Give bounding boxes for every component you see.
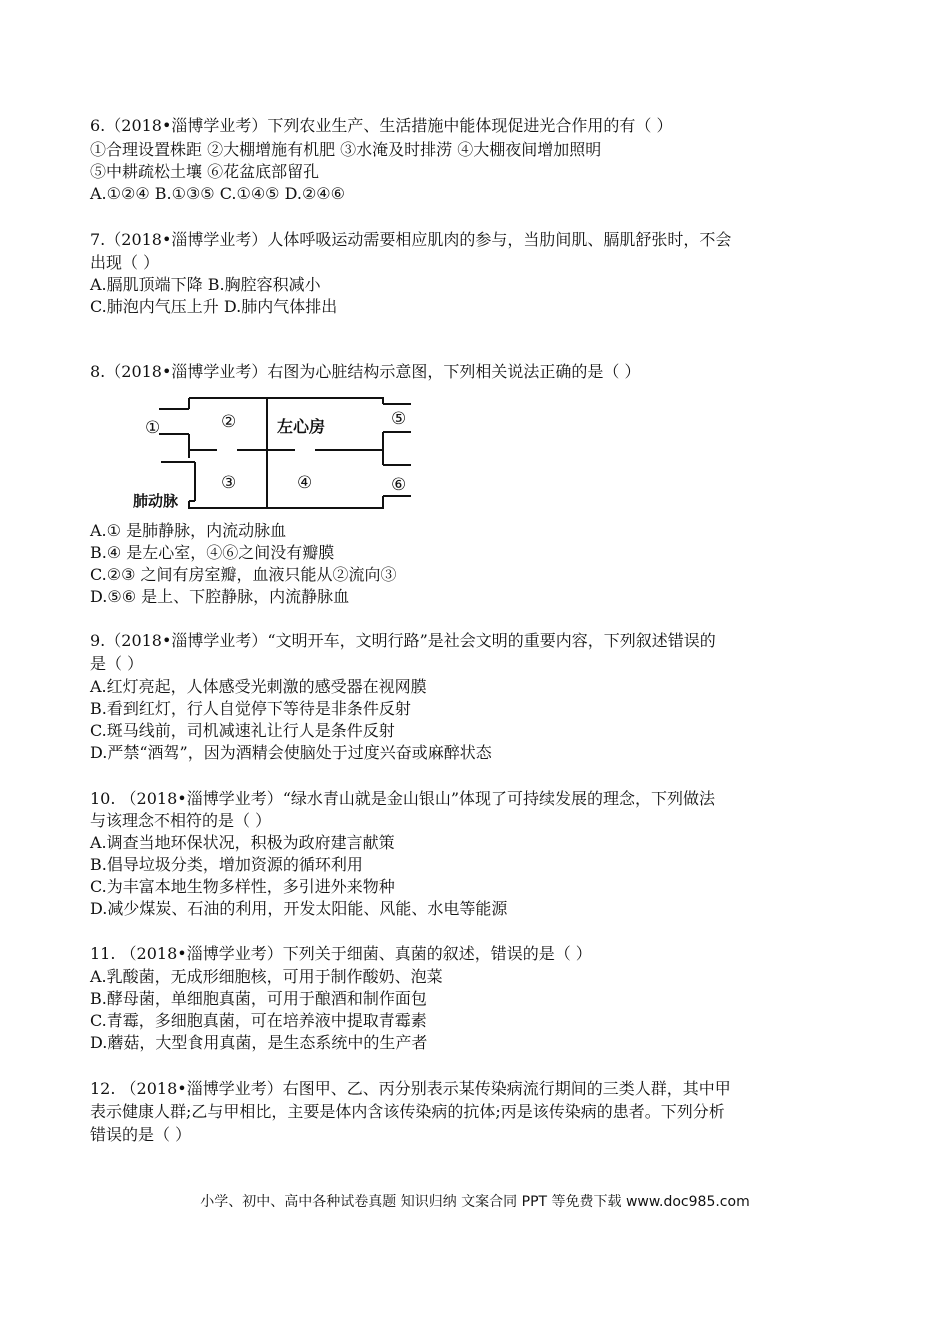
q9-stem-line2: 是（ ） bbox=[90, 654, 144, 673]
q9-option-b: B.看到红灯，行人自觉停下等待是非条件反射 bbox=[90, 699, 411, 718]
q10-option-c: C.为丰富本地生物多样性，多引进外来物种 bbox=[90, 877, 395, 896]
q11-stem: 11. （2018•淄博学业考）下列关于细菌、真菌的叙述，错误的是（ ） bbox=[90, 944, 592, 963]
q11-option-b: B.酵母菌，单细胞真菌，可用于酿酒和制作面包 bbox=[90, 989, 427, 1008]
q11-option-a: A.乳酸菌，无成形细胞核，可用于制作酸奶、泡菜 bbox=[90, 967, 443, 986]
q6-items-line2: ⑤中耕疏松土壤 ⑥花盆底部留孔 bbox=[90, 162, 320, 181]
q11-option-d: D.蘑菇，大型食用真菌，是生态系统中的生产者 bbox=[90, 1033, 428, 1052]
q10-option-a: A.调查当地环保状况，积极为政府建言献策 bbox=[90, 833, 395, 852]
q11-option-c: C.青霉，多细胞真菌，可在培养液中提取青霉素 bbox=[90, 1011, 427, 1030]
heart-structure-diagram bbox=[125, 392, 425, 516]
q8-option-b: B.④ 是左心室，④⑥之间没有瓣膜 bbox=[90, 543, 335, 562]
q6-options: A.①②④ B.①③⑤ C.①④⑤ D.②④⑥ bbox=[90, 184, 345, 203]
label-2: ② bbox=[221, 412, 237, 432]
label-pulmonary-artery: 肺动脉 bbox=[133, 492, 179, 510]
page-footer: 小学、初中、高中各种试卷真题 知识归纳 文案合同 PPT 等免费下载 www.doc985.com bbox=[200, 1194, 750, 1210]
q9-option-a: A.红灯亮起，人体感受光刺激的感受器在视网膜 bbox=[90, 677, 427, 696]
q8-stem: 8.（2018•淄博学业考）右图为心脏结构示意图，下列相关说法正确的是（ ） bbox=[90, 362, 641, 381]
q10-stem-line2: 与该理念不相符的是（ ） bbox=[90, 811, 272, 830]
q10-option-b: B.倡导垃圾分类，增加资源的循环利用 bbox=[90, 855, 363, 874]
q7-stem-line2: 出现（ ） bbox=[90, 253, 160, 272]
q12-stem-line1: 12. （2018•淄博学业考）右图甲、乙、丙分别表示某传染病流行期间的三类人群，其中甲 bbox=[90, 1079, 731, 1098]
q8-option-c: C.②③ 之间有房室瓣，血液只能从②流向③ bbox=[90, 565, 397, 584]
q8-option-d: D.⑤⑥ 是上、下腔静脉，内流静脉血 bbox=[90, 587, 350, 606]
label-6: ⑥ bbox=[391, 475, 407, 495]
label-5: ⑤ bbox=[391, 409, 407, 429]
q12-stem-line2: 表示健康人群;乙与甲相比，主要是体内含该传染病的抗体;丙是该传染病的患者。下列分析 bbox=[90, 1102, 725, 1121]
q10-stem-line1: 10. （2018•淄博学业考）“绿水青山就是金山银山”体现了可持续发展的理念，下列做法 bbox=[90, 789, 716, 808]
q8-option-a: A.① 是肺静脉，内流动脉血 bbox=[90, 521, 287, 540]
q12-stem-line3: 错误的是（ ） bbox=[90, 1125, 192, 1144]
q9-option-d: D.严禁“酒驾”，因为酒精会使脑处于过度兴奋或麻醉状态 bbox=[90, 743, 492, 762]
q6-items-line1: ①合理设置株距 ②大棚增施有机肥 ③水淹及时排涝 ④大棚夜间增加照明 bbox=[90, 140, 602, 159]
q9-stem-line1: 9.（2018•淄博学业考）“文明开车，文明行路”是社会文明的重要内容，下列叙述错误的 bbox=[90, 631, 716, 650]
label-4: ④ bbox=[297, 473, 313, 493]
label-1: ① bbox=[145, 418, 161, 438]
q10-option-d: D.减少煤炭、石油的利用，开发太阳能、风能、水电等能源 bbox=[90, 899, 508, 918]
q7-options-line2: C.肺泡内气压上升 D.肺内气体排出 bbox=[90, 297, 338, 316]
q6-stem: 6.（2018•淄博学业考）下列农业生产、生活措施中能体现促进光合作用的有（ ） bbox=[90, 116, 673, 135]
q7-stem-line1: 7.（2018•淄博学业考）人体呼吸运动需要相应肌肉的参与，当肋间肌、膈肌舒张时，不会 bbox=[90, 230, 732, 249]
q9-option-c: C.斑马线前，司机减速礼让行人是条件反射 bbox=[90, 721, 395, 740]
label-3: ③ bbox=[221, 473, 237, 493]
label-left-atrium: 左心房 bbox=[277, 417, 326, 436]
q7-options-line1: A.膈肌顶端下降 B.胸腔容积减小 bbox=[90, 275, 321, 294]
